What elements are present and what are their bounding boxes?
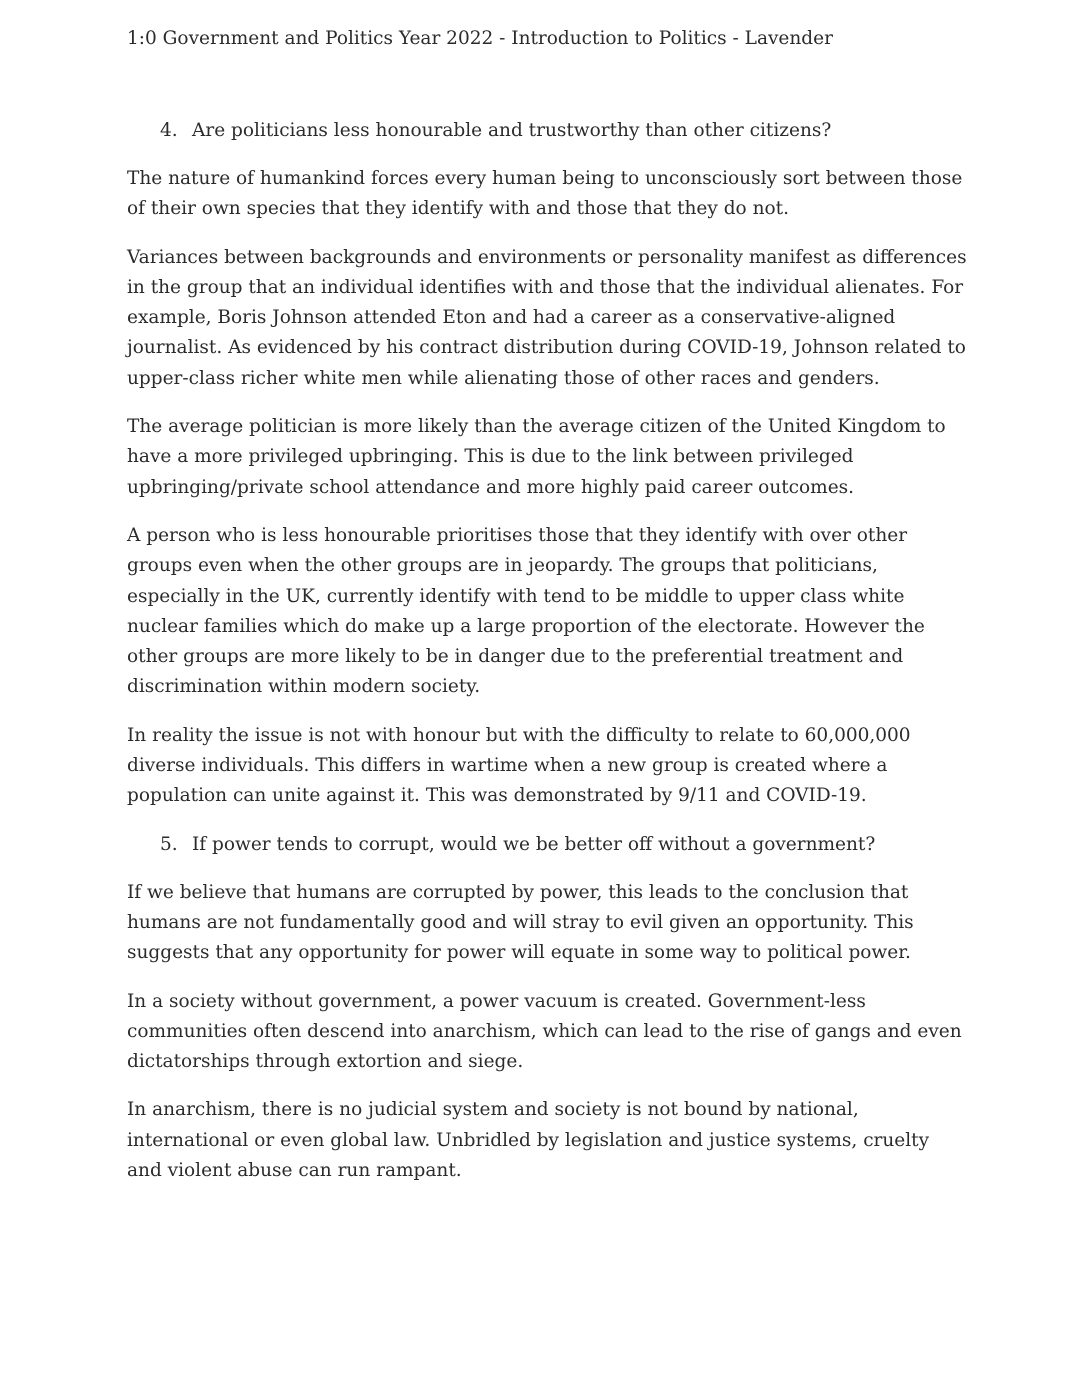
paragraph: In a society without government, a power vacuum is created. Government-less communities often descend into anarchism, which can lead to the rise of gangs and even dictatorships through extortion and siege. xyxy=(127,990,962,1073)
paragraph: If we believe that humans are corrupted by power, this leads to the conclusion that humans are not fundamentally good and will stray to evil given an opportunity. This suggests that any opportunity for power will equate in some way to political power. xyxy=(127,881,914,964)
document-header: 1:0 Government and Politics Year 2022 - Introduction to Politics - Lavender xyxy=(127,28,833,49)
question-text: Are politicians less honourable and trustworthy than other citizens? xyxy=(192,120,832,141)
paragraph: A person who is less honourable prioritises those that they identify with over other groups even when the other groups are in jeopardy. The groups that politicians, especially in the UK, currently identify with tend to be middle to upper class white nuclear families which do make up a large proportion of the electorate. However the other groups are more likely to be in danger due to the preferential treatment and discrimination within modern society. xyxy=(127,524,925,698)
question-number: 5. xyxy=(160,833,178,855)
paragraph: Variances between backgrounds and environments or personality manifest as differences in the group that an individual identifies with and those that the individual alienates. For example, Boris Johnson attended Eton and had a career as a conservative-aligned journalist. As evidenced by his contract distribution during COVID-19, Johnson related to upper-class richer white men while alienating those of other races and genders. xyxy=(127,246,967,389)
question-4 xyxy=(127,116,967,146)
document-body xyxy=(127,116,967,1204)
paragraph: The average politician is more likely than the average citizen of the United Kingdom to have a more privileged upbringing. This is due to the link between privileged upbringing/private school attendance and more highly paid career outcomes. xyxy=(127,416,946,498)
question-text: If power tends to corrupt, would we be better off without a government? xyxy=(192,833,876,855)
question-number: 4. xyxy=(160,120,178,141)
question-5 xyxy=(127,830,967,860)
paragraph: The nature of humankind forces every human being to unconsciously sort between those of their own species that they identify with and those that they do not. xyxy=(127,168,963,220)
paragraph: In reality the issue is not with honour but with the difficulty to relate to 60,000,000 diverse individuals. This differs in wartime when a new group is created where a population can unite against it. This was demonstrated by 9/11 and COVID-19. xyxy=(127,724,911,807)
paragraph: In anarchism, there is no judicial system and society is not bound by national, international or even global law. Unbridled by legislation and justice systems, cruelty and violent abuse can run rampant. xyxy=(127,1099,930,1182)
